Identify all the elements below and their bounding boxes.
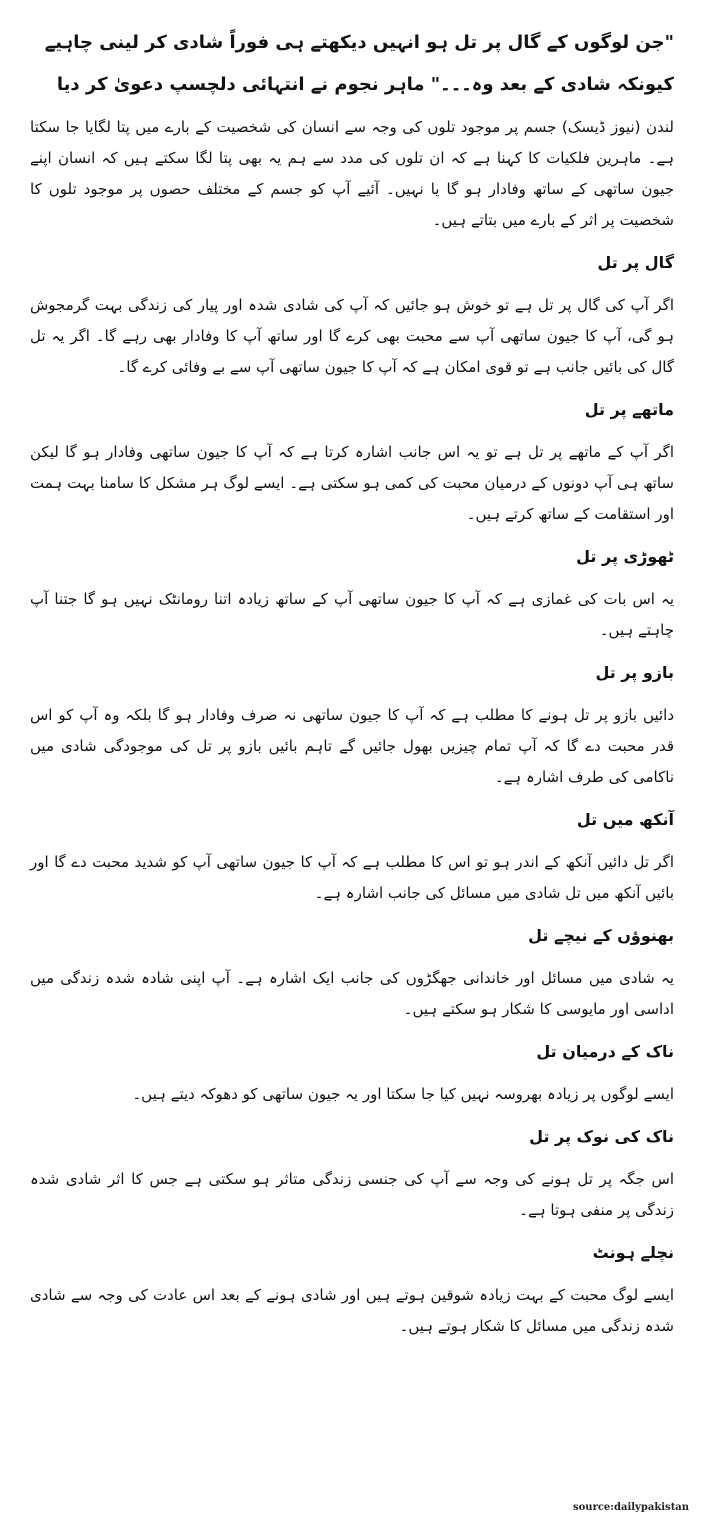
section — [30, 1037, 674, 1110]
section — [30, 1238, 674, 1342]
section-body: اگر آپ کی گال پر تل ہے تو خوش ہو جائیں کہ آپ کی شادی شدہ اور پیار کی زندگی بہت گرمجوش ہو گی، آپ کا جیون ساتھی آپ سے محبت بھی کرے گا اور ساتھ آپ کا وفادار بھی رہے گا۔ اگر یہ تل گال کی بائیں جانب ہے تو قوی امکان ہے کہ آپ کا جیون ساتھی آپ سے بے وفائی کرے گا۔ — [30, 296, 674, 376]
section-body: اس جگہ پر تل ہونے کی وجہ سے آپ کی جنسی زندگی متاثر ہو سکتی ہے جس کا اثر شادی شدہ زندگی پر منفی ہوتا ہے۔ — [30, 1170, 674, 1219]
section-heading: بازو پر تل — [595, 663, 674, 682]
section-body: ایسے لوگ محبت کے بہت زیادہ شوقین ہوتے ہیں اور شادی ہونے کے بعد اس عادت کی وجہ سے شادی شدہ زندگی میں مسائل کا شکار ہوتے ہیں۔ — [30, 1286, 674, 1335]
section — [30, 395, 674, 530]
section-body: یہ شادی میں مسائل اور خاندانی جھگڑوں کی جانب ایک اشارہ ہے۔ آپ اپنی شادہ شدہ زندگی میں اداسی اور مایوسی کا شکار ہو سکتے ہیں۔ — [30, 969, 674, 1018]
section — [30, 805, 674, 909]
section — [30, 542, 674, 646]
section-heading: گال پر تل — [597, 253, 674, 272]
section-heading: ناک کی نوک پر تل — [529, 1127, 674, 1146]
section-heading: ناک کے درمیان تل — [536, 1042, 674, 1061]
section-body: دائیں بازو پر تل ہونے کا مطلب ہے کہ آپ کا جیون ساتھی نہ صرف وفادار ہو گا بلکہ وہ آپ کو اس قدر محبت دے گا کہ آپ تمام چیزیں بھول جائیں گے تاہم بائیں بازو پر تل کی موجودگی شادی میں ناکامی کی طرف اشارہ ہے۔ — [30, 706, 674, 786]
section — [30, 658, 674, 793]
section — [30, 248, 674, 383]
section-body: اگر آپ کے ماتھے پر تل ہے تو یہ اس جانب اشارہ کرتا ہے کہ آپ کا جیون ساتھی وفادار ہو گا لیکن ساتھ ہی آپ دونوں کے درمیان محبت کی کمی ہو سکتی ہے۔ ایسے لوگ ہر مشکل کا سامنا بہت ہمت اور استقامت کے ساتھ کرتے ہیں۔ — [30, 443, 674, 523]
section-heading: آنکھ میں تل — [576, 810, 674, 829]
section — [30, 1122, 674, 1226]
section — [30, 921, 674, 1025]
article-headline: "جن لوگوں کے گال پر تل ہو انہیں دیکھتے ہی فوراً شادی کر لینی چاہیے کیونکہ شادی کے بعد وہ۔۔۔" ماہر نجوم نے انتہائی دلچسپ دعویٰ کر دیا — [44, 32, 674, 95]
section-body: ایسے لوگوں پر زیادہ بھروسہ نہیں کیا جا سکتا اور یہ جیون ساتھی کو دھوکہ دیتے ہیں۔ — [132, 1085, 674, 1103]
section-heading: ٹھوڑی پر تل — [576, 547, 674, 566]
article-intro: لندن (نیوز ڈیسک) جسم پر موجود تلوں کی وجہ سے انسان کی شخصیت کے بارے میں پتا لگایا جا سکتا ہے۔ ماہرین فلکیات کا کہنا ہے کہ ان تلوں کی مدد سے ہم یہ بھی پتا لگا سکتے ہیں کہ انسان اپنے جیون ساتھی کے ساتھ وفادار ہو گا یا نہیں۔ آئیے آپ کو جسم کے مختلف حصوں پر موجود تلوں کا شخصیت پر اثر کے بارے میں بتاتے ہیں۔ — [30, 118, 674, 229]
section-body: اگر تل دائیں آنکھ کے اندر ہو تو اس کا مطلب ہے کہ آپ کا جیون ساتھی آپ کو شدید محبت دے گا اور بائیں آنکھ میں تل شادی میں مسائل کی جانب اشارہ ہے۔ — [30, 853, 674, 902]
section-body: یہ اس بات کی غمازی ہے کہ آپ کا جیون ساتھی آپ کے ساتھ زیادہ اتنا رومانٹک نہیں ہو گا جتنا آپ چاہتے ہیں۔ — [30, 590, 674, 639]
section-heading: ماتھے پر تل — [584, 400, 674, 419]
section-heading: بھنوؤں کے نیچے تل — [528, 926, 674, 945]
section-heading: نچلے ہونٹ — [592, 1243, 674, 1262]
source-credit: source:dailypakistan — [573, 1502, 690, 1513]
